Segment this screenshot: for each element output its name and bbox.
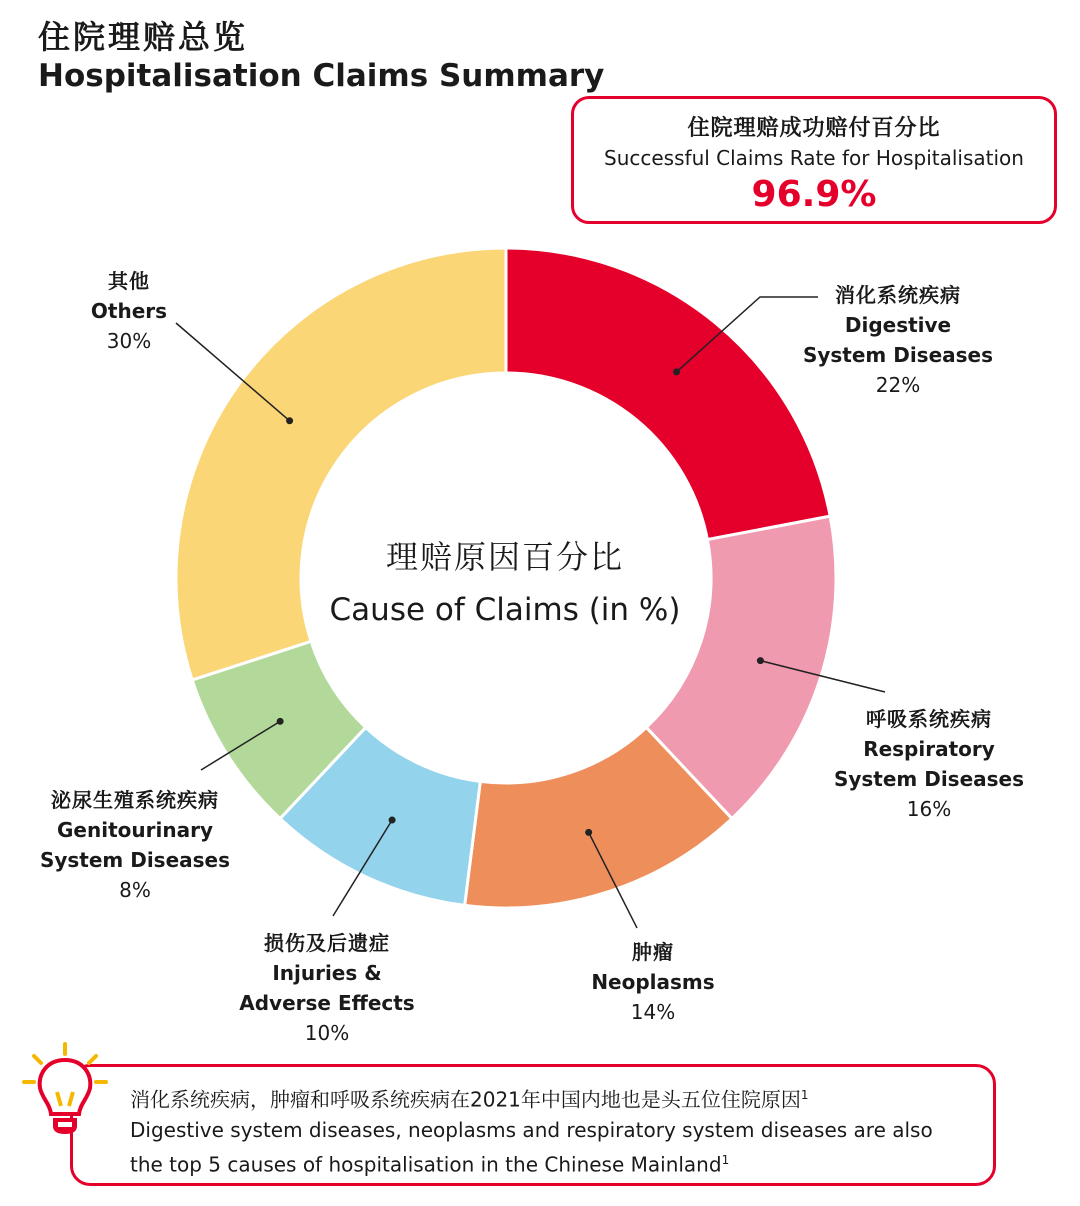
footnote-ref: 1 [800, 1088, 809, 1102]
slice-label-en: Respiratory [863, 737, 995, 761]
footnote-line-en-2: the top 5 causes of hospitalisation in the Chinese Mainland [130, 1152, 722, 1177]
claims-rate-label-en: Successful Claims Rate for Hospitalisation [604, 146, 1024, 170]
chart-title: 理赔原因百分比 [385, 538, 624, 576]
slice-label-others [0, 266, 259, 356]
slice-label-pct: 10% [304, 1021, 350, 1045]
slice-label-pct: 30% [106, 329, 152, 353]
slice-label-pct: 22% [875, 373, 921, 397]
slice-label-en: Others [90, 299, 168, 323]
slice-label-zh: 消化系统疾病 [835, 283, 961, 307]
page-title-zh: 住院理赔总览 [38, 18, 249, 56]
lightbulb-icon [20, 1040, 110, 1150]
footnote-ref: 1 [721, 1152, 730, 1167]
slice-label-zh: 肿瘤 [632, 940, 674, 964]
slice-label-pct: 8% [119, 878, 151, 902]
slice-label-neoplasms [523, 937, 783, 1027]
slice-label-genitourinary [5, 785, 265, 905]
claims-rate-label-zh: 住院理赔成功赔付百分比 [687, 116, 941, 141]
donut-center-label [305, 532, 705, 628]
slice-label-zh: 泌尿生殖系统疾病 [51, 788, 219, 812]
slice-label-pct: 16% [906, 797, 952, 821]
slice-label-en: Digestive [844, 313, 952, 337]
slice-label-digestive [768, 280, 1028, 400]
slice-label-zh: 呼吸系统疾病 [866, 707, 992, 731]
slice-label-pct: 14% [630, 1000, 676, 1024]
leader-dot-respiratory [757, 657, 764, 664]
leader-dot-others [286, 417, 293, 424]
slice-label-en: System Diseases [39, 848, 231, 872]
leader-dot-neoplasms [585, 829, 592, 836]
slice-label-respiratory [799, 704, 1059, 824]
footnote-line-zh: 消化系统疾病，肿瘤和呼吸系统疾病在2021年中国内地也是头五位住院原因 [130, 1087, 801, 1112]
leader-dot-injuries [389, 817, 396, 824]
footnote-text [130, 1080, 980, 1179]
claims-rate-value: 96.9% [751, 174, 877, 215]
slice-label-en: System Diseases [802, 343, 994, 367]
slice-label-en: Neoplasms [591, 970, 715, 994]
leader-dot-digestive [673, 368, 680, 375]
slice-label-en: Genitourinary [57, 818, 213, 842]
slice-label-zh: 其他 [108, 269, 150, 293]
slice-label-en: System Diseases [833, 767, 1025, 791]
slice-label-en: Injuries & [272, 961, 382, 985]
slice-label-zh: 损伤及后遗症 [264, 931, 390, 955]
leader-dot-genitourinary [277, 718, 284, 725]
page-title-en: Hospitalisation Claims Summary [38, 58, 605, 94]
slice-label-en: Adverse Effects [239, 991, 415, 1015]
slice-label-injuries [197, 928, 457, 1048]
chart-subtitle: Cause of Claims (in %) [329, 592, 681, 628]
footnote-line-en-1: Digestive system diseases, neoplasms and respiratory system diseases are also [130, 1117, 933, 1142]
